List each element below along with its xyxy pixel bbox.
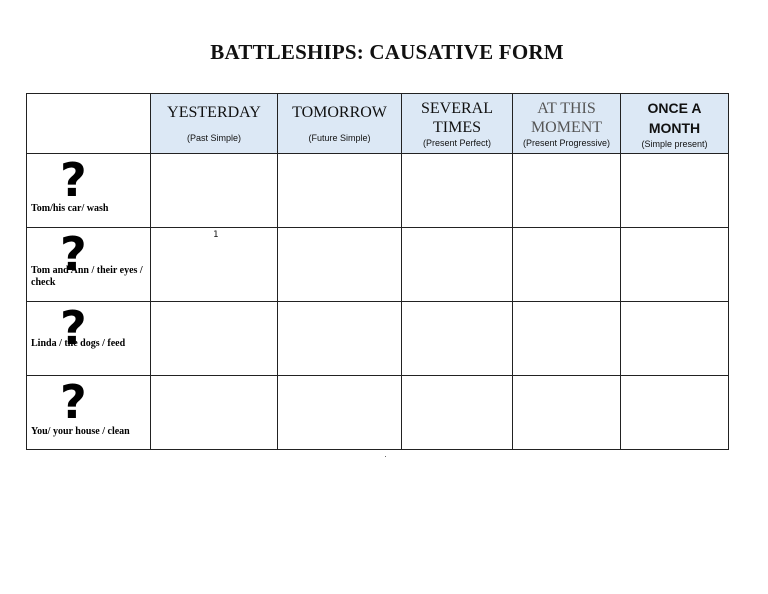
grid-cell[interactable] [621,376,729,450]
grid-cell[interactable] [278,376,402,450]
question-mark-icon: ? [60,301,87,355]
table-row [27,376,729,450]
corner-cell [27,94,151,154]
column-header-yesterday [151,94,278,154]
column-header-tomorrow [278,94,402,154]
grid-cell[interactable] [621,302,729,376]
grid-cell[interactable] [402,154,513,228]
question-mark-icon: ? [60,375,87,429]
question-mark-icon: ? [60,153,87,207]
column-header-several-times [402,94,513,154]
table-row [27,302,729,376]
column-header-at-this-moment [513,94,621,154]
column-title: TOMORROW [292,104,387,121]
row-prompt-cell [27,228,151,302]
question-mark-icon: ? [60,227,87,281]
table-row [27,154,729,228]
grid-cell[interactable] [278,154,402,228]
header-row [27,94,729,154]
column-title: SEVERAL TIMES [421,99,493,136]
row-prompt-text: You/ your house / clean [31,426,130,437]
column-tense: (Future Simple) [308,133,371,143]
row-prompt-cell [27,302,151,376]
column-title: YESTERDAY [167,104,261,121]
battleships-grid [26,93,729,450]
page-title: BATTLESHIPS: CAUSATIVE FORM [210,40,564,64]
grid-cell[interactable] [513,302,621,376]
row-prompt-text: Tom/his car/ wash [31,203,109,214]
grid-cell[interactable] [621,154,729,228]
grid-cell[interactable] [513,228,621,302]
cell-note: 1 [213,230,219,240]
column-tense: (Present Progressive) [522,137,611,148]
row-prompt-text: Tom and Ann / their eyes / check [31,265,143,288]
column-header-once-a-month [621,94,729,154]
column-tense: (Simple present) [641,138,708,149]
grid-cell[interactable] [151,376,278,450]
row-prompt-text: Linda / the dogs / feed [31,338,126,349]
grid-cell[interactable] [402,302,513,376]
grid-cell[interactable] [621,228,729,302]
grid-cell[interactable] [513,154,621,228]
table-row [27,228,729,302]
row-prompt-cell [27,154,151,228]
grid-cell[interactable] [278,302,402,376]
column-title: ONCE A MONTH [647,99,702,136]
grid-cell[interactable] [151,228,278,302]
column-title: AT THIS MOMENT [530,99,603,136]
grid-cell[interactable] [402,228,513,302]
grid-cell[interactable] [402,376,513,450]
stray-dot [385,456,386,457]
grid-cell[interactable] [151,302,278,376]
row-prompt-cell [27,376,151,450]
grid-cell[interactable] [278,228,402,302]
column-tense: (Past Simple) [186,133,241,143]
grid-cell[interactable] [513,376,621,450]
column-tense: (Present Perfect) [422,137,492,148]
grid-cell[interactable] [151,154,278,228]
